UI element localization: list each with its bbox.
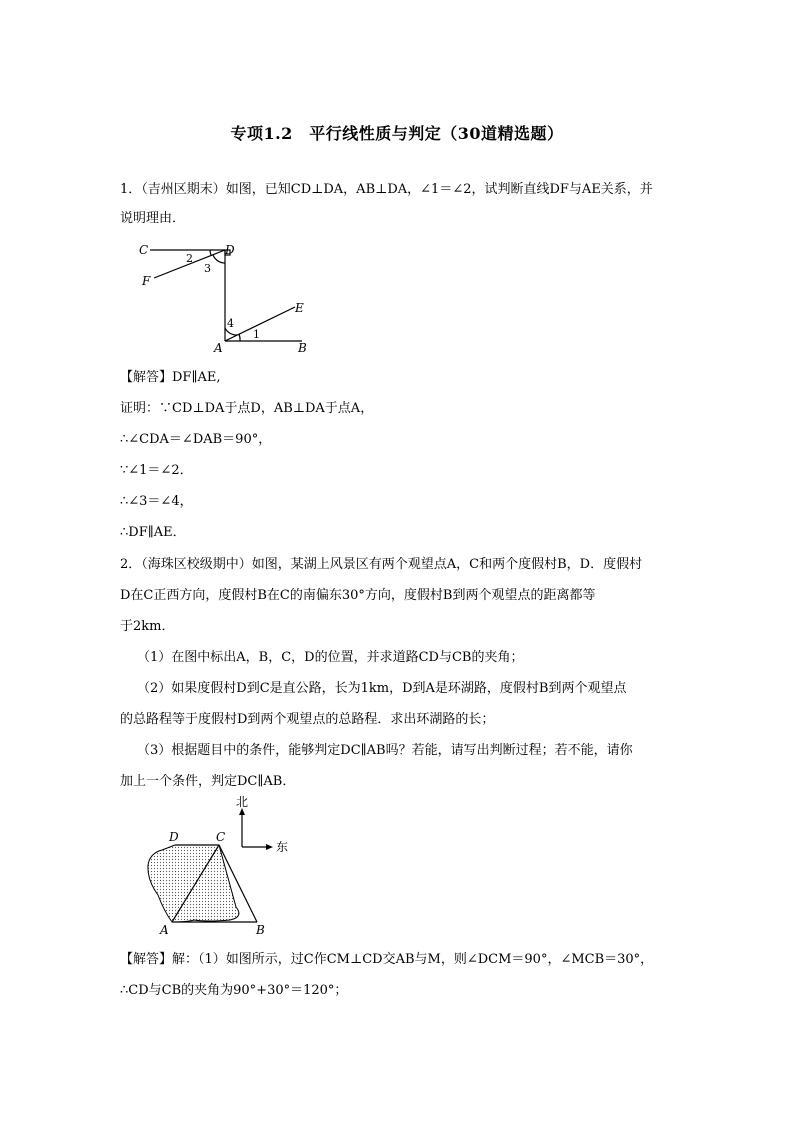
- q2-text-line: 2．（海珠区校级期中）如图，某湖上风景区有两个观望点A，C和两个度假村B，D．度假村: [120, 557, 643, 572]
- label-C: C: [216, 830, 226, 844]
- q2-text-line: 的总路程等于度假村D到两个观望点的总路程．求出环湖路的长；: [120, 712, 495, 727]
- q2-text-line: 于2km．: [120, 619, 175, 634]
- angle-1-arc: [239, 334, 240, 341]
- label-east: 东: [276, 840, 289, 854]
- label-F: F: [142, 274, 151, 288]
- label-angle-4: 4: [227, 317, 234, 330]
- q2-text-line: D在C正西方向，度假村B在C的南偏东30°方向，度假村B到两个观望点的距离都等: [120, 588, 596, 603]
- q2-text-line: （2）如果度假村D到C是直公路，长为1km，D到A是环湖路，度假村B到两个观望点: [137, 681, 627, 696]
- q1-answer-line: ∴∠3＝∠4，: [120, 494, 193, 509]
- q2-answer-line: ∴CD与CB的夹角为90°+30°＝120°；: [120, 983, 348, 998]
- q2-answer-line: 【解答】解：（1）如图所示，过C作CM⊥CD交AB与M，则∠DCM＝90°，∠MCB＝30°，: [120, 952, 654, 967]
- label-north: 北: [236, 795, 249, 809]
- q1-answer-line: 【解答】DF∥AE,: [120, 370, 221, 385]
- line-AE: [225, 307, 295, 341]
- q2-figure: [132, 795, 302, 940]
- q2-text-line: （3）根据题目中的条件，能够判定DC∥AB吗？若能，请写出判断过程；若不能，请你: [137, 743, 633, 758]
- north-arrow-head: [239, 808, 245, 815]
- label-angle-3: 3: [204, 262, 211, 275]
- label-angle-2: 2: [186, 252, 193, 265]
- label-E: E: [295, 301, 304, 315]
- angle-2-arc: [210, 250, 211, 255]
- q1-figure: [130, 235, 320, 360]
- label-A: A: [160, 923, 169, 937]
- q1-text-line-2: 说明理由．: [120, 211, 186, 226]
- q1-answer-line: ∴DF∥AE．: [120, 525, 186, 540]
- label-A: A: [214, 341, 223, 355]
- label-B: B: [298, 341, 307, 355]
- label-angle-1: 1: [253, 328, 260, 341]
- q1-answer-line: ∴∠CDA＝∠DAB＝90°，: [120, 432, 272, 447]
- label-C: C: [139, 243, 149, 257]
- q2-text-line: （1）在图中标出A，B，C，D的位置，并求道路CD与CB的夹角；: [137, 650, 524, 665]
- label-D: D: [169, 830, 179, 844]
- q1-answer-line: ∵∠1＝∠2．: [120, 463, 193, 478]
- q1-text-line-1: 1．（吉州区期末）如图，已知CD⊥DA，AB⊥DA，∠1＝∠2，试判断直线DF与AE关系，并: [120, 182, 653, 197]
- angle-3-arc: [213, 255, 225, 263]
- page-title: 专项1.2 平行线性质与判定（30道精选题）: [230, 124, 564, 143]
- label-B: B: [256, 923, 265, 937]
- q1-answer-line: 证明：∵CD⊥DA于点D，AB⊥DA于点A，: [120, 401, 374, 416]
- east-arrow-head: [266, 844, 273, 850]
- q2-text-line: 加上一个条件，判定DC∥AB．: [120, 774, 296, 789]
- label-D: D: [225, 243, 235, 257]
